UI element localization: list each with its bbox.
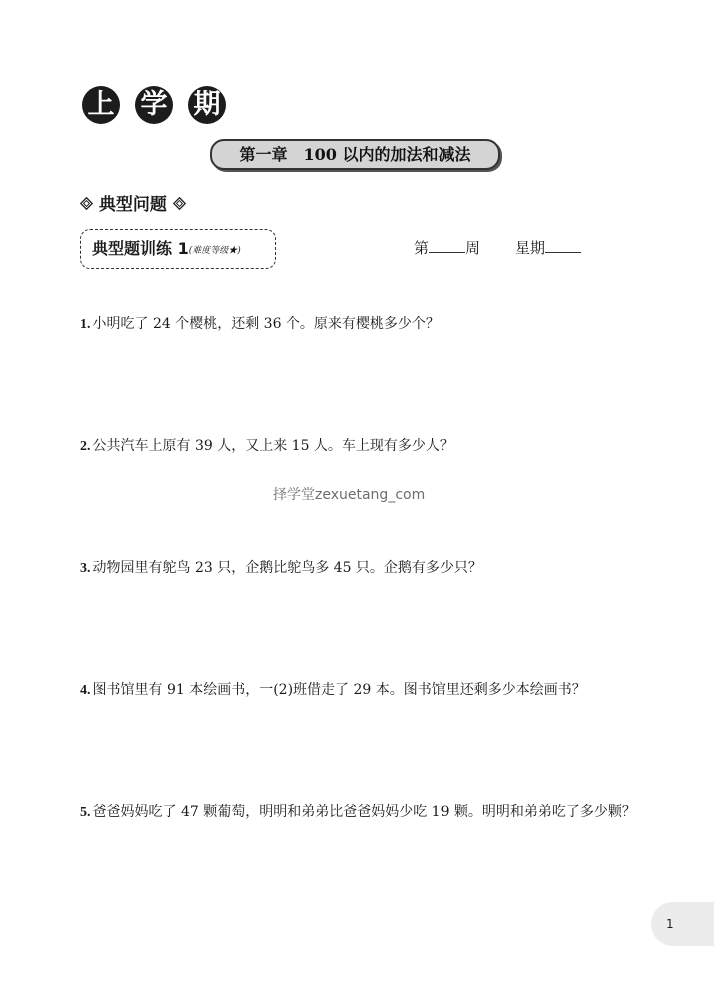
practice-difficulty: (难度等级★) [188,246,241,256]
weekday-blank[interactable] [545,238,581,253]
weekday-field [515,238,581,258]
question-text: 图书馆里有 91 本绘画书，一(2)班借走了 29 本。图书馆里还剩多少本绘画书？ [92,682,586,698]
practice-label [92,238,241,262]
question-1 [80,310,640,339]
semester-char-3: 期 [188,86,226,124]
diamond-icon [173,197,186,210]
week-blank[interactable] [429,238,465,253]
question-number: 4. [80,683,91,698]
question-number: 5. [80,805,91,820]
watermark: 择学堂zexuetang_com [273,487,426,503]
weekday-label: 星期 [515,239,546,257]
question-4 [80,676,640,705]
section-heading-text: 典型问题 [98,195,167,215]
page-number: 1 [666,917,674,931]
diamond-icon [80,197,93,210]
week-suffix: 周 [465,239,481,257]
page-tab [651,902,714,946]
semester-char-2: 学 [135,86,173,124]
question-text: 小明吃了 24 个樱桃，还剩 36 个。原来有樱桃多少个？ [92,316,440,332]
question-text: 爸爸妈妈吃了 47 颗葡萄，明明和弟弟比爸爸妈妈少吃 19 颗。明明和弟弟吃了多少颗？ [92,804,636,820]
question-2 [80,432,640,461]
week-field [414,238,480,258]
section-heading [80,194,186,216]
question-3 [80,554,640,583]
question-text: 动物园里有鸵鸟 23 只，企鹅比鸵鸟多 45 只。企鹅有多少只？ [92,560,482,576]
question-5 [80,798,640,827]
question-number: 3. [80,561,91,576]
week-prefix: 第 [414,239,430,257]
practice-title: 典型题训练 1 [92,239,189,258]
chapter-title: 第一章 100 以内的加法和减法 [210,139,500,170]
question-number: 1. [80,317,91,332]
question-text: 公共汽车上原有 39 人，又上来 15 人。车上现有多少人？ [92,438,454,454]
question-number: 2. [80,439,91,454]
semester-char-1: 上 [82,86,120,124]
